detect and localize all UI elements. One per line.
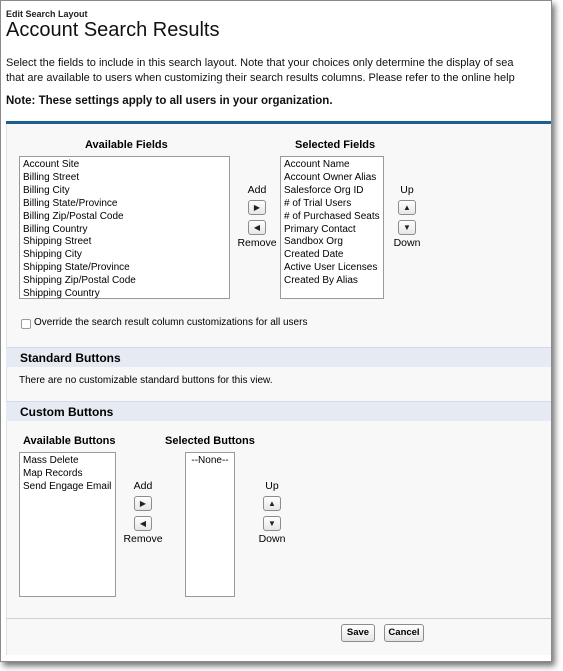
- move-up-button[interactable]: [398, 200, 416, 215]
- list-option[interactable]: Billing City: [23, 184, 70, 196]
- list-option[interactable]: Salesforce Org ID: [284, 184, 364, 196]
- add-button-label: Add: [133, 480, 153, 492]
- remove-field-button[interactable]: [248, 220, 266, 235]
- list-option[interactable]: Primary Contact: [284, 223, 356, 235]
- arrow-down-icon: ▼: [268, 519, 276, 528]
- list-option[interactable]: # of Purchased Seats: [284, 210, 380, 222]
- add-field-button[interactable]: [248, 200, 266, 215]
- settings-note: Note: These settings apply to all users in your organization.: [6, 95, 333, 107]
- page-description: [6, 56, 552, 86]
- list-option[interactable]: Billing Street: [23, 171, 80, 183]
- standard-buttons-heading: Standard Buttons: [6, 347, 551, 367]
- list-option[interactable]: Sandbox Org: [284, 236, 343, 248]
- add-label: Add: [247, 184, 267, 196]
- down-label: Down: [393, 237, 421, 249]
- selected-fields-label: Selected Fields: [295, 139, 376, 151]
- arrow-left-icon: ◀: [253, 223, 261, 232]
- cancel-button[interactable]: Cancel: [384, 624, 424, 642]
- selected-buttons-label: Selected Buttons: [165, 435, 255, 447]
- list-option[interactable]: Account Name: [284, 159, 350, 170]
- arrow-down-icon: ▼: [403, 223, 411, 232]
- list-option[interactable]: # of Trial Users: [284, 197, 352, 209]
- description-line-1: Select the fields to include in this search layout. Note that your choices only determine the display of sea: [6, 57, 514, 69]
- available-fields-list[interactable]: [19, 156, 230, 299]
- list-option[interactable]: Shipping State/Province: [23, 262, 130, 274]
- list-option[interactable]: Mass Delete: [23, 455, 79, 466]
- page-eyebrow: Edit Search Layout: [6, 9, 88, 19]
- remove-label: Remove: [237, 237, 277, 249]
- list-option[interactable]: Active User Licenses: [284, 262, 378, 274]
- override-checkbox[interactable]: [21, 319, 31, 329]
- page-title: Account Search Results: [6, 19, 220, 41]
- remove-custom-button[interactable]: [134, 516, 152, 531]
- down-button-label: Down: [258, 533, 286, 545]
- description-line-2: that are available to users when customizing their search results columns. Please refer to the online help: [6, 72, 515, 84]
- up-button-label: Up: [265, 480, 279, 492]
- list-option[interactable]: Billing Zip/Postal Code: [23, 210, 124, 222]
- arrow-up-icon: ▲: [403, 203, 411, 212]
- custom-buttons-heading: Custom Buttons: [6, 401, 551, 421]
- move-button-up[interactable]: [263, 496, 281, 511]
- list-option[interactable]: --None--: [191, 455, 229, 466]
- up-label: Up: [400, 184, 414, 196]
- selected-fields-list[interactable]: [280, 156, 384, 299]
- list-option[interactable]: Shipping Country: [23, 288, 100, 299]
- move-down-button[interactable]: [398, 220, 416, 235]
- available-fields-label: Available Fields: [85, 139, 168, 151]
- add-custom-button[interactable]: [134, 496, 152, 511]
- list-option[interactable]: Account Site: [23, 159, 80, 170]
- footer-divider: [6, 618, 551, 619]
- arrow-up-icon: ▲: [268, 499, 276, 508]
- arrow-left-icon: ◀: [139, 519, 147, 528]
- arrow-right-icon: ▶: [139, 499, 147, 508]
- list-option[interactable]: Send Engage Email: [23, 480, 112, 492]
- move-button-down[interactable]: [263, 516, 281, 531]
- available-buttons-list[interactable]: [19, 452, 116, 597]
- list-option[interactable]: Shipping City: [23, 249, 82, 261]
- remove-button-label: Remove: [123, 533, 163, 545]
- list-option[interactable]: Shipping Street: [23, 236, 92, 248]
- list-option[interactable]: Account Owner Alias: [284, 171, 377, 183]
- standard-buttons-empty-text: There are no customizable standard buttons for this view.: [19, 375, 273, 386]
- list-option[interactable]: Billing State/Province: [23, 197, 118, 209]
- list-option[interactable]: Shipping Zip/Postal Code: [23, 275, 136, 287]
- list-option[interactable]: Map Records: [23, 467, 83, 479]
- available-buttons-label: Available Buttons: [23, 435, 116, 447]
- list-option[interactable]: Created By Alias: [284, 275, 358, 287]
- list-option[interactable]: Created Date: [284, 249, 344, 261]
- override-label: Override the search result column customizations for all users: [34, 317, 308, 328]
- arrow-right-icon: ▶: [253, 203, 261, 212]
- selected-buttons-list[interactable]: [185, 452, 235, 597]
- list-option[interactable]: Billing Country: [23, 223, 88, 235]
- save-button[interactable]: Save: [341, 624, 375, 642]
